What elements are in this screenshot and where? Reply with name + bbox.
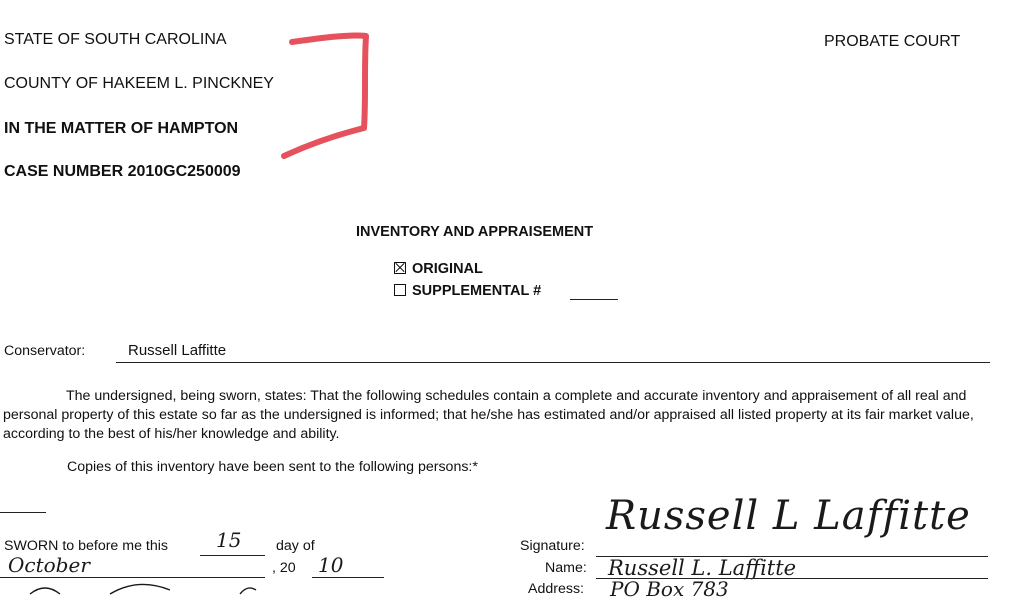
sworn-month-line	[0, 577, 265, 578]
original-label: ORIGINAL	[412, 261, 483, 277]
sworn-day-line	[200, 555, 265, 556]
conservator-line	[116, 362, 990, 363]
name-value: Russell L. Laffitte	[608, 556, 797, 580]
sworn-month-value: October	[8, 553, 90, 577]
address-label: Address:	[528, 581, 584, 597]
sworn-year-value: 10	[318, 553, 344, 577]
sworn-prefix: SWORN to before me this	[4, 538, 168, 554]
matter-heading: IN THE MATTER OF HAMPTON	[4, 120, 239, 137]
sworn-year-line	[312, 577, 384, 578]
original-checkbox[interactable]	[394, 262, 406, 274]
conservator-label: Conservator:	[4, 343, 86, 359]
original-option[interactable]	[394, 261, 483, 277]
state-heading: STATE OF SOUTH CAROLINA	[4, 31, 227, 48]
notary-signature-fragment	[20, 580, 260, 595]
signature-label: Signature:	[520, 538, 585, 554]
signature-value: Russell L Laffitte	[606, 493, 971, 539]
court-name: PROBATE COURT	[824, 33, 961, 50]
supplemental-checkbox[interactable]	[394, 284, 406, 296]
conservator-name: Russell Laffitte	[128, 342, 227, 359]
copies-list-line	[0, 512, 46, 513]
copies-sent-text: Copies of this inventory have been sent to the following persons:*	[67, 459, 478, 475]
red-bracket-mark	[280, 28, 380, 168]
name-label: Name:	[545, 560, 587, 576]
sworn-year-prefix: , 20	[272, 560, 296, 576]
supplemental-option[interactable]	[394, 283, 541, 299]
sworn-day-value: 15	[216, 528, 242, 552]
form-title: INVENTORY AND APPRAISEMENT	[356, 224, 594, 240]
address-value: PO Box 783	[610, 577, 729, 601]
case-number: CASE NUMBER 2010GC250009	[4, 163, 241, 180]
supplemental-label: SUPPLEMENTAL #	[412, 283, 542, 299]
county-heading: COUNTY OF HAKEEM L. PINCKNEY	[4, 75, 274, 92]
supplemental-number-line[interactable]	[570, 299, 618, 300]
sworn-day-of: day of	[276, 538, 315, 554]
sworn-statement: The undersigned, being sworn, states: That the following schedules contain a complete and accurate inventory and appraisement of all real and personal property of this estate so far as the undersigned is informed; that he/she has estimated and/or appraised all listed property at its fair market value, according to the best of his/her knowledge and ability.	[3, 388, 974, 442]
